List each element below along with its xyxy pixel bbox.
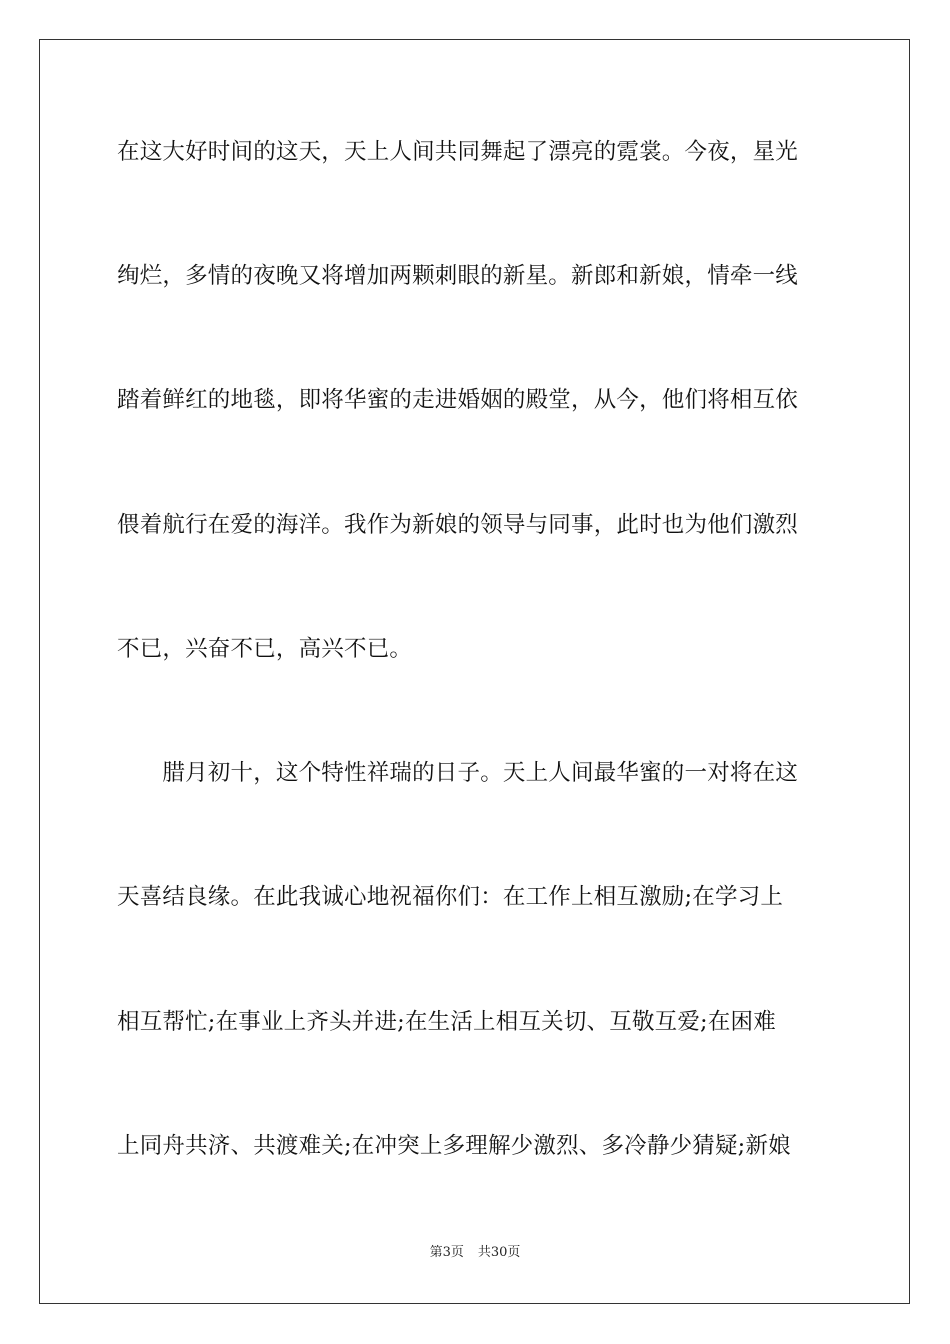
text-line-2: 绚烂，多情的夜晚又将增加两颗刺眼的新星。新郎和新娘，情牵一线	[117, 263, 799, 289]
text-line-4: 偎着航行在爱的海洋。我作为新娘的领导与同事，此时也为他们激烈	[117, 512, 799, 538]
text-line-6: 腊月初十，这个特性祥瑞的日子。天上人间最华蜜的一对将在这	[117, 760, 799, 786]
page-total: 共30页	[477, 1245, 521, 1260]
page-number: 第3页	[429, 1245, 464, 1260]
text-line-5: 不已，兴奋不已，高兴不已。	[117, 636, 413, 662]
text-line-7: 天喜结良缘。在此我诚心地祝福你们：在工作上相互激励;在学习上	[117, 884, 784, 910]
text-line-8: 相互帮忙;在事业上齐头并进;在生活上相互关切、互敬互爱;在困难	[117, 1009, 776, 1035]
text-line-9: 上同舟共济、共渡难关;在冲突上多理解少激烈、多冷静少猜疑;新娘	[117, 1133, 791, 1159]
page-footer	[0, 1245, 950, 1261]
page-border	[39, 39, 910, 1304]
text-line-3: 踏着鲜红的地毯，即将华蜜的走进婚姻的殿堂，从今，他们将相互依	[117, 387, 799, 413]
text-line-1: 在这大好时间的这天，天上人间共同舞起了漂亮的霓裳。今夜，星光	[117, 139, 799, 165]
